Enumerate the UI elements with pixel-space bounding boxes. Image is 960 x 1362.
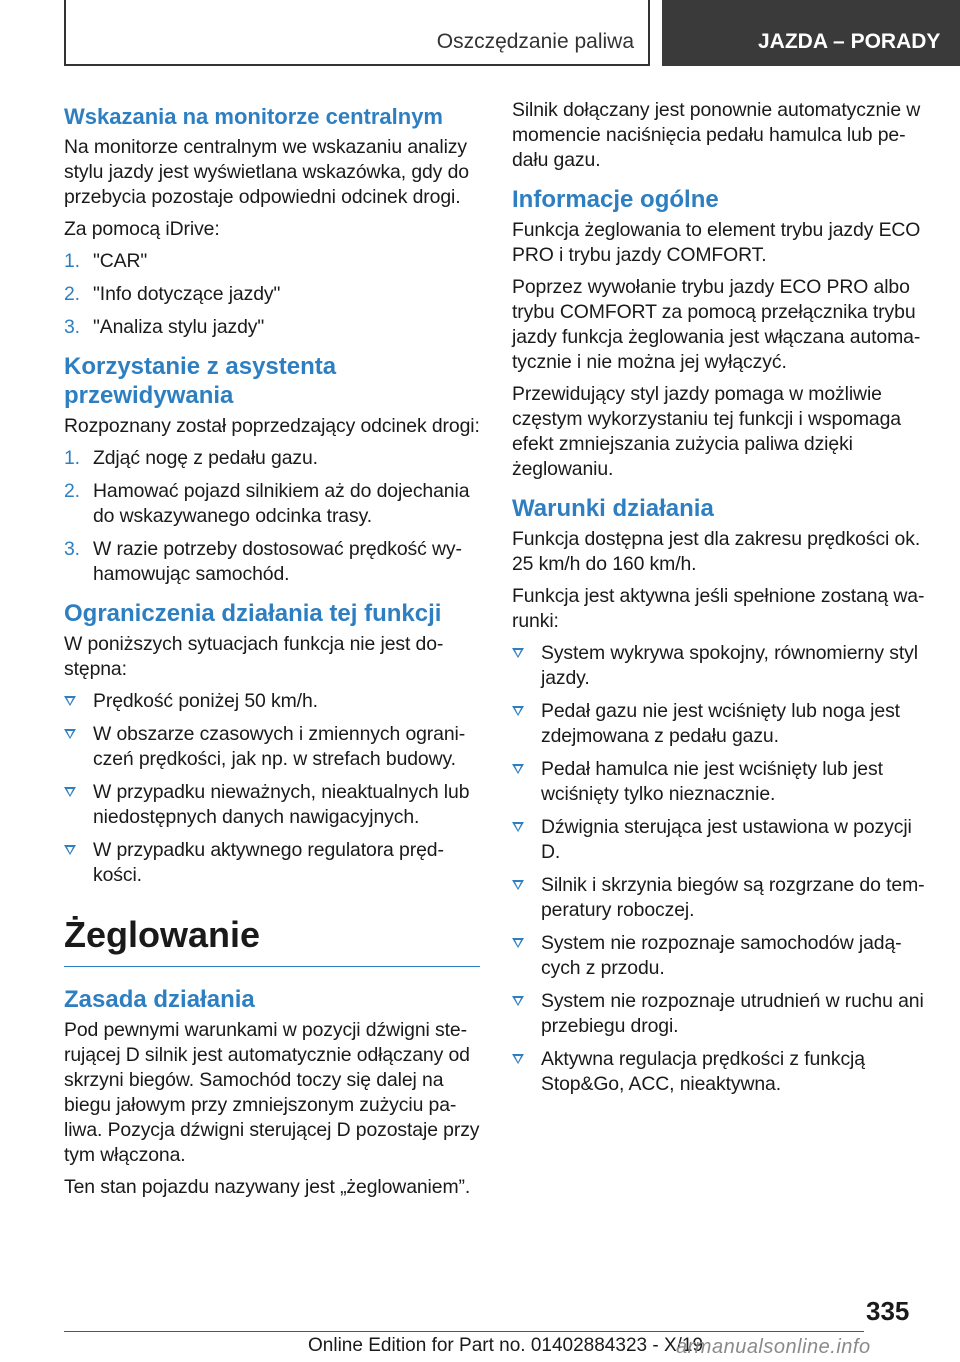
footer-edition: Online Edition for Part no. 01402884323 - X/19 — [308, 1335, 704, 1356]
list-item — [64, 446, 480, 471]
triangle-bullet-icon — [512, 764, 524, 774]
paragraph-monitor: Na monitorze centralnym we wskazaniu analizy stylu jazdy jest wyświetlana wskazówka, gdy do przebycia pozostaje odpowiedni odcinek drogi. — [64, 136, 469, 208]
list-item — [64, 249, 480, 274]
idrive-steps — [64, 249, 480, 340]
triangle-bullet-icon — [512, 706, 524, 716]
bullet-text: Prędkość poniżej 50 km/h. — [93, 690, 318, 712]
bullet-text: System nie rozpoznaje utrudnień w ruchu ani przebiegu drogi. — [541, 990, 924, 1037]
list-item — [64, 315, 480, 340]
list-item — [512, 641, 926, 691]
list-item — [64, 537, 480, 587]
list-item — [512, 989, 926, 1039]
paragraph-general-3: Przewidujący styl jazdy pomaga w możliwie częstym wykorzystaniu tej funkcji i wspomaga efekt zmniejszania zużycia paliwa dzięki żeglowaniu. — [512, 383, 901, 480]
bullet-text: Pedał gazu nie jest wciśnięty lub noga jest zdejmowana z pedału gazu. — [541, 700, 900, 747]
list-item — [512, 699, 926, 749]
page-header — [64, 0, 960, 66]
step-number: 3. — [64, 538, 80, 560]
heading-limitations: Ograniczenia działania tej funkcji — [64, 600, 442, 627]
heading-conditions: Warunki działania — [512, 495, 714, 522]
paragraph-assistant: Rozpoznany został poprzedzający odcinek drogi: — [64, 415, 480, 437]
list-item — [64, 780, 480, 830]
limitations-list — [64, 689, 480, 888]
triangle-bullet-icon — [512, 880, 524, 890]
paragraph-general-1: Funkcja żeglowania to element trybu jazdy ECO PRO i trybu jazdy COMFORT. — [512, 219, 921, 266]
assistant-steps — [64, 446, 480, 587]
list-item — [64, 722, 480, 772]
step-number: 2. — [64, 283, 80, 305]
bullet-text: W przypadku aktywnego regulatora prędkości. — [93, 839, 444, 886]
triangle-bullet-icon — [64, 845, 76, 855]
step-text: W razie potrzeby dostosować prędkość wyhamowując samochód. — [93, 538, 462, 585]
step-text: "CAR" — [93, 250, 148, 272]
list-item — [512, 815, 926, 865]
list-item — [512, 931, 926, 981]
triangle-bullet-icon — [64, 696, 76, 706]
triangle-bullet-icon — [512, 822, 524, 832]
list-item — [512, 873, 926, 923]
triangle-bullet-icon — [512, 996, 524, 1006]
step-text: Hamować pojazd silnikiem aż do dojechania do wskazywanego odcinka trasy. — [93, 480, 470, 527]
paragraph-conditions-1: Funkcja dostępna jest dla zakresu prędkości ok. 25 km/h do 160 km/h. — [512, 528, 921, 575]
list-item — [64, 282, 480, 307]
right-column — [512, 98, 926, 1105]
triangle-bullet-icon — [512, 938, 524, 948]
step-text: "Info dotyczące jazdy" — [93, 283, 281, 305]
footer-divider — [64, 1331, 864, 1332]
bullet-text: Aktywna regulacja prędkości z funkcją Stop&Go, ACC, nieaktywna. — [541, 1048, 865, 1095]
paragraph-idrive: Za pomocą iDrive: — [64, 218, 220, 240]
paragraph-called: Ten stan pojazdu nazywany jest „żeglowaniem”. — [64, 1176, 471, 1198]
bullet-text: System nie rozpoznaje samochodów jadących z przodu. — [541, 932, 902, 979]
heading-monitor: Wskazania na monitorze centralnym — [64, 104, 443, 129]
bullet-text: Silnik i skrzynia biegów są rozgrzane do temperatury roboczej. — [541, 874, 925, 921]
triangle-bullet-icon — [512, 1054, 524, 1064]
heading-principle: Zasada działania — [64, 986, 255, 1013]
header-frame — [64, 0, 650, 66]
step-number: 1. — [64, 447, 80, 469]
step-text: Zdjąć nogę z pedału gazu. — [93, 447, 318, 469]
step-number: 2. — [64, 480, 80, 502]
step-text: "Analiza stylu jazdy" — [93, 316, 265, 338]
chapter-heading-gliding: Żeglowanie — [64, 914, 480, 967]
left-column — [64, 98, 480, 1207]
list-item — [512, 1047, 926, 1097]
bullet-text: Dźwignia sterująca jest ustawiona w pozycji D. — [541, 816, 912, 863]
heading-assistant: Korzystanie z asystenta przewidywania — [64, 353, 337, 409]
triangle-bullet-icon — [64, 729, 76, 739]
step-number: 3. — [64, 316, 80, 338]
paragraph-limitations: W poniższych sytuacjach funkcja nie jest dostępna: — [64, 633, 444, 680]
bullet-text: W przypadku nieważnych, nieaktualnych lub niedostępnych danych nawigacyjnych. — [93, 781, 470, 828]
list-item — [64, 689, 480, 714]
bullet-text: W obszarze czasowych i zmiennych ograniczeń prędkości, jak np. w strefach budowy. — [93, 723, 466, 770]
step-number: 1. — [64, 250, 80, 272]
triangle-bullet-icon — [512, 648, 524, 658]
list-item — [64, 479, 480, 529]
paragraph-general-2: Poprzez wywołanie trybu jazdy ECO PRO albo trybu COMFORT za pomocą przełącznika trybu jazdy funkcja żeglowania jest włączana automatycznie i nie można jej wyłączyć. — [512, 276, 921, 373]
list-item — [64, 838, 480, 888]
triangle-bullet-icon — [64, 787, 76, 797]
paragraph-reconnect: Silnik dołączany jest ponownie automatycznie w momencie naciśnięcia pedału hamulca lub pedału gazu. — [512, 99, 921, 171]
watermark: armanualsonline.info — [676, 1336, 871, 1358]
chapter-tab: JAZDA – PORADY — [662, 0, 960, 66]
paragraph-conditions-2: Funkcja jest aktywna jeśli spełnione zostaną warunki: — [512, 585, 925, 632]
page-number: 335 — [866, 1296, 910, 1326]
section-title: Oszczędzanie paliwa — [436, 30, 634, 53]
conditions-list — [512, 641, 926, 1097]
heading-general: Informacje ogólne — [512, 186, 719, 213]
list-item — [512, 757, 926, 807]
paragraph-principle: Pod pewnymi warunkami w pozycji dźwigni sterującej D silnik jest automatycznie odłączany od skrzyni biegów. Samochód toczy się dalej na biegu jałowym przy zmniejszonym zużyciu paliwa. Pozycja dźwigni sterującej D pozostaje przy tym włączona. — [64, 1019, 480, 1166]
bullet-text: Pedał hamulca nie jest wciśnięty lub jest wciśnięty tylko nieznacznie. — [541, 758, 883, 805]
bullet-text: System wykrywa spokojny, równomierny styl jazdy. — [541, 642, 918, 689]
